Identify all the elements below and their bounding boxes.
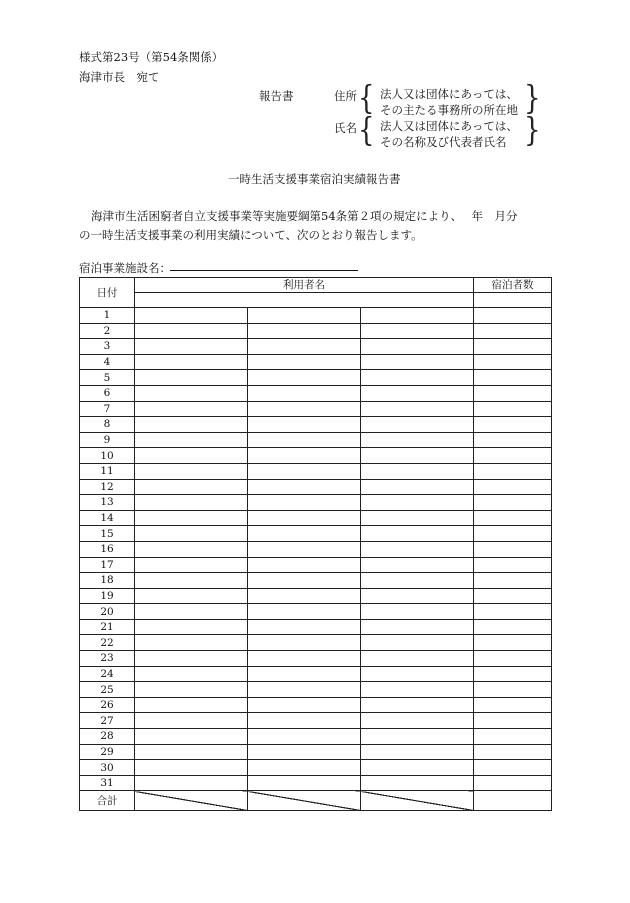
user-name-cell[interactable] — [135, 308, 248, 324]
user-name-cell[interactable] — [135, 370, 248, 386]
address-left-brace: { — [358, 79, 375, 117]
stay-count-cell[interactable] — [474, 385, 552, 401]
user-name-cell[interactable] — [248, 417, 361, 433]
user-name-cell[interactable] — [361, 682, 474, 698]
user-name-cell[interactable] — [248, 651, 361, 667]
table-row — [80, 354, 552, 370]
stay-count-cell[interactable] — [474, 354, 552, 370]
stay-count-cell[interactable] — [474, 370, 552, 386]
user-name-cell[interactable] — [361, 448, 474, 464]
user-name-cell[interactable] — [361, 401, 474, 417]
table-row — [80, 557, 552, 573]
table-row — [80, 495, 552, 511]
user-name-cell[interactable] — [361, 651, 474, 667]
table-row — [80, 697, 552, 713]
row-date: 27 — [80, 713, 135, 729]
table-row — [80, 635, 552, 651]
stay-count-cell[interactable] — [474, 619, 552, 635]
user-name-cell[interactable] — [135, 573, 248, 589]
user-name-cell[interactable] — [361, 385, 474, 401]
user-name-cell[interactable] — [361, 354, 474, 370]
stay-count-cell[interactable] — [474, 651, 552, 667]
header-users: 利用者名 — [135, 278, 474, 293]
user-name-cell[interactable] — [135, 588, 248, 604]
user-name-cell[interactable] — [361, 729, 474, 745]
row-date: 30 — [80, 760, 135, 776]
table-row — [80, 682, 552, 698]
row-date: 18 — [80, 573, 135, 589]
user-name-cell[interactable] — [135, 448, 248, 464]
row-date: 10 — [80, 448, 135, 464]
user-name-cell[interactable] — [248, 495, 361, 511]
stay-count-cell[interactable] — [474, 729, 552, 745]
user-name-cell[interactable] — [135, 339, 248, 355]
document-title: 一時生活支援事業宿泊実績報告書 — [228, 172, 401, 186]
row-date: 6 — [80, 385, 135, 401]
header-count-sub — [474, 293, 552, 308]
row-date: 20 — [80, 604, 135, 620]
name-label: 氏名 — [334, 121, 357, 135]
table-row — [80, 510, 552, 526]
user-name-cell[interactable] — [361, 604, 474, 620]
table-row — [80, 526, 552, 542]
user-name-cell[interactable] — [248, 479, 361, 495]
stay-count-cell[interactable] — [474, 682, 552, 698]
table-row — [80, 619, 552, 635]
user-name-cell[interactable] — [135, 495, 248, 511]
stay-count-cell[interactable] — [474, 417, 552, 433]
user-name-cell[interactable] — [135, 666, 248, 682]
user-name-cell[interactable] — [248, 526, 361, 542]
user-name-cell[interactable] — [361, 463, 474, 479]
stay-count-cell[interactable] — [474, 713, 552, 729]
row-date: 31 — [80, 775, 135, 791]
row-date: 26 — [80, 697, 135, 713]
user-name-cell[interactable] — [248, 713, 361, 729]
user-name-cell[interactable] — [248, 729, 361, 745]
row-date: 21 — [80, 619, 135, 635]
header-date: 日付 — [80, 278, 135, 308]
user-name-cell[interactable] — [135, 354, 248, 370]
address-note-2: その主たる事務所の所在地 — [380, 103, 518, 117]
header-count: 宿泊者数 — [474, 278, 552, 293]
name-note-1: 法人又は団体にあっては、 — [380, 119, 518, 133]
row-date: 17 — [80, 557, 135, 573]
user-name-cell[interactable] — [135, 417, 248, 433]
table-row — [80, 604, 552, 620]
user-name-cell[interactable] — [135, 635, 248, 651]
user-name-cell[interactable] — [135, 697, 248, 713]
user-name-cell[interactable] — [248, 323, 361, 339]
user-name-cell[interactable] — [135, 557, 248, 573]
user-name-cell[interactable] — [361, 573, 474, 589]
user-name-cell[interactable] — [361, 370, 474, 386]
total-count-cell[interactable] — [474, 791, 552, 811]
row-date: 23 — [80, 651, 135, 667]
user-name-cell[interactable] — [135, 651, 248, 667]
table-row — [80, 744, 552, 760]
user-name-cell[interactable] — [135, 385, 248, 401]
user-name-cell[interactable] — [361, 526, 474, 542]
user-name-cell[interactable] — [361, 666, 474, 682]
user-name-cell[interactable] — [361, 697, 474, 713]
facility-name-field[interactable] — [170, 270, 358, 271]
table-row — [80, 370, 552, 386]
row-date: 9 — [80, 432, 135, 448]
user-name-cell[interactable] — [248, 635, 361, 651]
name-note-2: その名称及び代表者氏名 — [380, 135, 507, 149]
table-row — [80, 775, 552, 791]
user-name-cell[interactable] — [135, 541, 248, 557]
user-name-cell[interactable] — [135, 510, 248, 526]
user-name-cell[interactable] — [135, 775, 248, 791]
row-date: 8 — [80, 417, 135, 433]
stay-count-cell[interactable] — [474, 604, 552, 620]
user-name-cell[interactable] — [361, 557, 474, 573]
user-name-cell[interactable] — [135, 682, 248, 698]
user-name-cell[interactable] — [135, 401, 248, 417]
addressee: 海津市長 宛て — [79, 70, 160, 84]
row-date: 22 — [80, 635, 135, 651]
address-right-brace: } — [524, 79, 541, 117]
table-row — [80, 541, 552, 557]
stay-count-cell[interactable] — [474, 541, 552, 557]
row-date: 24 — [80, 666, 135, 682]
user-name-cell[interactable] — [361, 744, 474, 760]
facility-label: 宿泊事業施設名： — [79, 261, 171, 275]
row-date: 3 — [80, 339, 135, 355]
user-name-cell[interactable] — [248, 697, 361, 713]
row-date: 7 — [80, 401, 135, 417]
user-name-cell[interactable] — [361, 541, 474, 557]
stay-count-cell[interactable] — [474, 323, 552, 339]
table-row — [80, 448, 552, 464]
reporter-label: 報告書 — [259, 89, 294, 103]
user-name-cell[interactable] — [248, 385, 361, 401]
user-name-cell[interactable] — [248, 557, 361, 573]
user-name-cell[interactable] — [135, 463, 248, 479]
user-name-cell[interactable] — [135, 713, 248, 729]
user-name-cell[interactable] — [135, 479, 248, 495]
row-date: 12 — [80, 479, 135, 495]
row-date: 5 — [80, 370, 135, 386]
table-row — [80, 651, 552, 667]
user-name-cell[interactable] — [361, 417, 474, 433]
table-row — [80, 760, 552, 776]
table-row — [80, 308, 552, 324]
stay-count-cell[interactable] — [474, 495, 552, 511]
user-name-cell[interactable] — [361, 775, 474, 791]
row-date: 4 — [80, 354, 135, 370]
user-name-cell[interactable] — [361, 323, 474, 339]
user-name-cell[interactable] — [135, 432, 248, 448]
address-label: 住所 — [334, 89, 357, 103]
user-name-cell[interactable] — [248, 432, 361, 448]
user-name-cell[interactable] — [135, 526, 248, 542]
user-name-cell[interactable] — [248, 308, 361, 324]
user-name-cell[interactable] — [248, 744, 361, 760]
row-date: 29 — [80, 744, 135, 760]
stay-count-cell[interactable] — [474, 635, 552, 651]
stay-count-cell[interactable] — [474, 573, 552, 589]
table-row — [80, 385, 552, 401]
address-note-1: 法人又は団体にあっては、 — [380, 87, 518, 101]
body-paragraph-line-1: 海津市生活困窮者自立支援事業等実施要綱第54条第２項の規定により、 年 月分 — [91, 209, 518, 223]
name-left-brace: { — [358, 111, 375, 149]
user-name-cell[interactable] — [361, 479, 474, 495]
row-date: 16 — [80, 541, 135, 557]
user-name-cell[interactable] — [361, 495, 474, 511]
table-row — [80, 432, 552, 448]
table-row — [80, 588, 552, 604]
total-label: 合計 — [80, 791, 135, 811]
user-name-cell[interactable] — [248, 448, 361, 464]
user-name-cell[interactable] — [361, 308, 474, 324]
row-date: 19 — [80, 588, 135, 604]
user-name-cell[interactable] — [248, 401, 361, 417]
user-name-cell[interactable] — [248, 760, 361, 776]
user-name-cell[interactable] — [135, 323, 248, 339]
total-diagonal-cell — [361, 791, 474, 811]
stay-count-cell[interactable] — [474, 308, 552, 324]
name-right-brace: } — [524, 111, 541, 149]
stay-count-cell[interactable] — [474, 401, 552, 417]
total-diagonal-cell — [248, 791, 361, 811]
user-name-cell[interactable] — [248, 666, 361, 682]
user-name-cell[interactable] — [135, 729, 248, 745]
user-name-cell[interactable] — [248, 541, 361, 557]
table-row — [80, 666, 552, 682]
total-diagonal-cell — [135, 791, 248, 811]
table-row — [80, 713, 552, 729]
row-date: 14 — [80, 510, 135, 526]
stay-count-cell[interactable] — [474, 588, 552, 604]
body-paragraph-line-2: の一時生活支援事業の利用実績について、次のとおり報告します。 — [79, 228, 423, 242]
user-name-cell[interactable] — [248, 463, 361, 479]
stay-count-cell[interactable] — [474, 339, 552, 355]
total-row — [80, 791, 552, 811]
user-name-cell[interactable] — [248, 682, 361, 698]
row-date: 28 — [80, 729, 135, 745]
user-name-cell[interactable] — [135, 744, 248, 760]
stay-count-cell[interactable] — [474, 775, 552, 791]
user-name-cell[interactable] — [361, 713, 474, 729]
header-users-sub — [135, 293, 474, 308]
user-name-cell[interactable] — [248, 573, 361, 589]
user-name-cell[interactable] — [248, 354, 361, 370]
row-date: 25 — [80, 682, 135, 698]
stay-count-cell[interactable] — [474, 666, 552, 682]
row-date: 2 — [80, 323, 135, 339]
user-name-cell[interactable] — [361, 339, 474, 355]
user-name-cell[interactable] — [248, 370, 361, 386]
table-row — [80, 323, 552, 339]
form-number: 様式第23号（第54条関係） — [79, 50, 224, 64]
row-date: 13 — [80, 495, 135, 511]
stay-count-cell[interactable] — [474, 510, 552, 526]
user-name-cell[interactable] — [248, 604, 361, 620]
user-name-cell[interactable] — [135, 604, 248, 620]
stay-count-cell[interactable] — [474, 526, 552, 542]
stay-count-cell[interactable] — [474, 744, 552, 760]
table-row — [80, 463, 552, 479]
row-date: 11 — [80, 463, 135, 479]
user-name-cell[interactable] — [248, 619, 361, 635]
table-row — [80, 573, 552, 589]
table-row — [80, 479, 552, 495]
user-name-cell[interactable] — [135, 760, 248, 776]
row-date: 15 — [80, 526, 135, 542]
stay-record-table — [79, 277, 552, 811]
stay-count-cell[interactable] — [474, 479, 552, 495]
stay-count-cell[interactable] — [474, 557, 552, 573]
table-body — [80, 308, 552, 791]
user-name-cell[interactable] — [361, 760, 474, 776]
user-name-cell[interactable] — [248, 588, 361, 604]
stay-count-cell[interactable] — [474, 760, 552, 776]
stay-count-cell[interactable] — [474, 463, 552, 479]
row-date: 1 — [80, 308, 135, 324]
user-name-cell[interactable] — [361, 510, 474, 526]
user-name-cell[interactable] — [361, 588, 474, 604]
user-name-cell[interactable] — [361, 635, 474, 651]
user-name-cell[interactable] — [361, 619, 474, 635]
user-name-cell[interactable] — [248, 775, 361, 791]
stay-count-cell[interactable] — [474, 697, 552, 713]
user-name-cell[interactable] — [248, 510, 361, 526]
stay-count-cell[interactable] — [474, 432, 552, 448]
user-name-cell[interactable] — [361, 432, 474, 448]
table-row — [80, 729, 552, 745]
table-row — [80, 401, 552, 417]
table-row — [80, 339, 552, 355]
user-name-cell[interactable] — [248, 339, 361, 355]
user-name-cell[interactable] — [135, 619, 248, 635]
stay-count-cell[interactable] — [474, 448, 552, 464]
table-row — [80, 417, 552, 433]
